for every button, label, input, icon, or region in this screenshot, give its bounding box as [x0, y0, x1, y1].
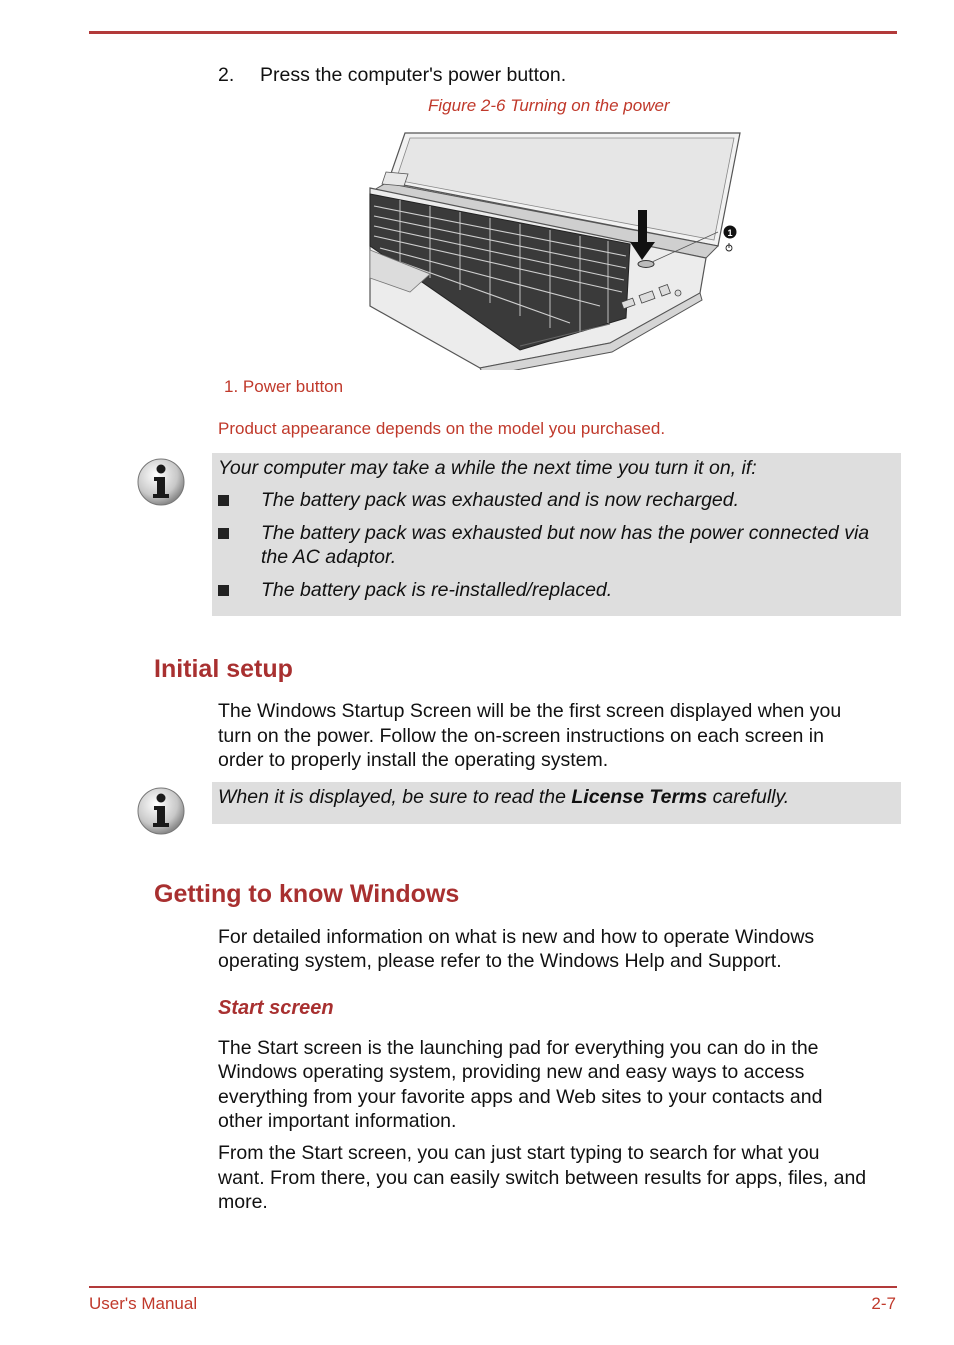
legend-item-power-button: 1. Power button [224, 377, 344, 396]
footer-title: User's Manual [89, 1294, 198, 1313]
bullet-marker [218, 528, 229, 539]
windows-line: For detailed information on what is new and how to operate Windows [218, 926, 815, 948]
start-screen-line: want. From there, you can easily switch between results for apps, files, and [218, 1167, 867, 1189]
footer-rule [89, 1286, 897, 1288]
note-bullet: The battery pack is re-installed/replaced. [261, 579, 613, 601]
initial-setup-line: turn on the power. Follow the on-screen instructions on each screen in [218, 725, 824, 747]
subheading-start-screen: Start screen [218, 997, 334, 1019]
info-icon [136, 457, 186, 507]
bullet-marker [218, 585, 229, 596]
appearance-note: Product appearance depends on the model you purchased. [218, 419, 666, 438]
note-bullet: The battery pack was exhausted and is now recharged. [261, 489, 740, 511]
initial-setup-line: The Windows Startup Screen will be the first screen displayed when you [218, 700, 842, 722]
note-license-before: When it is displayed, be sure to read the [218, 786, 572, 808]
laptop-illustration [360, 128, 750, 370]
note-bullet-continuation: the AC adaptor. [261, 546, 397, 568]
windows-line: operating system, please refer to the Windows Help and Support. [218, 950, 782, 972]
note-bullet: The battery pack was exhausted but now has the power connected via [261, 522, 870, 544]
step-text: Press the computer's power button. [260, 64, 567, 86]
initial-setup-line: order to properly install the operating system. [218, 749, 609, 771]
start-screen-line: The Start screen is the launching pad for everything you can do in the [218, 1037, 819, 1059]
step-number: 2. [218, 64, 235, 86]
header-rule [89, 31, 897, 34]
page-number: 2-7 [871, 1294, 896, 1313]
bullet-marker [218, 495, 229, 506]
info-icon [136, 786, 186, 836]
start-screen-line: more. [218, 1191, 268, 1213]
start-screen-line: From the Start screen, you can just start typing to search for what you [218, 1142, 820, 1164]
start-screen-line: other important information. [218, 1110, 457, 1132]
start-screen-line: everything from your favorite apps and Web sites to your contacts and [218, 1086, 823, 1108]
callout-number: 1 [727, 228, 733, 238]
note-license-after: carefully. [707, 786, 790, 808]
figure-caption: Figure 2-6 Turning on the power [428, 96, 670, 115]
start-screen-line: Windows operating system, providing new and easy ways to access [218, 1061, 805, 1083]
section-heading-initial-setup: Initial setup [154, 655, 293, 683]
note-license-text [218, 785, 789, 810]
license-terms-label: License Terms [571, 786, 708, 808]
note-intro: Your computer may take a while the next time you turn it on, if: [218, 457, 757, 479]
section-heading-windows: Getting to know Windows [154, 880, 460, 908]
